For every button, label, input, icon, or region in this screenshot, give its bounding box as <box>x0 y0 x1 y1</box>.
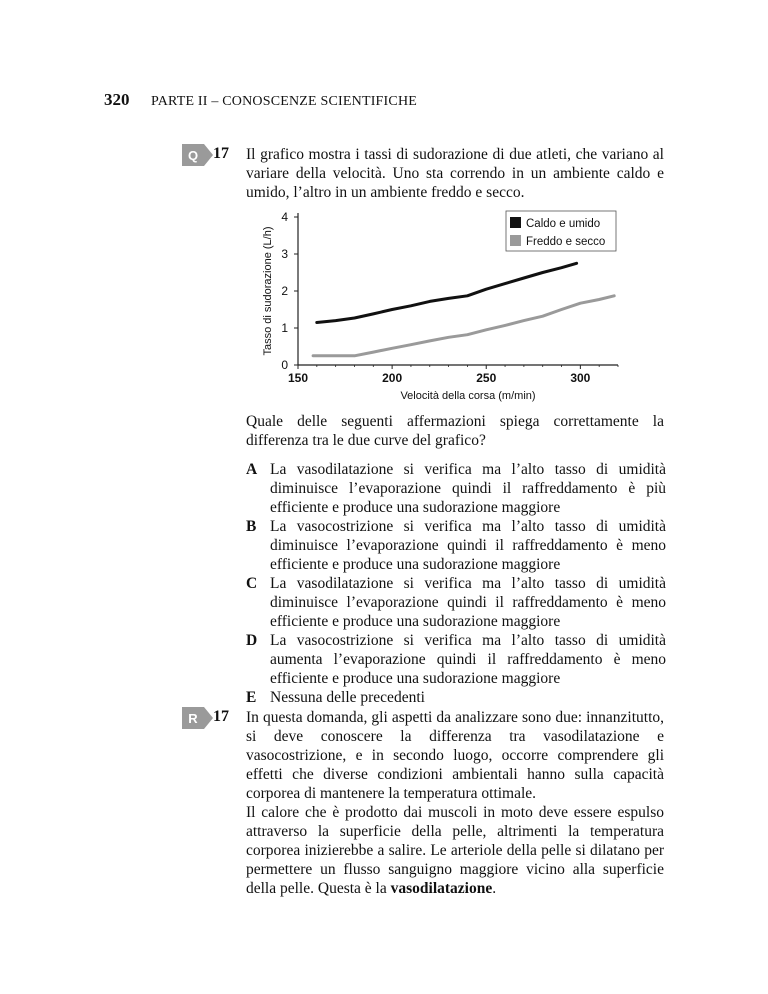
question-prompt: Quale delle seguenti affermazioni spiega correttamente la differenza tra le due curve del grafico? <box>246 413 664 449</box>
x-tick-label: 300 <box>570 371 591 385</box>
chart-plot <box>262 210 618 402</box>
y-tick-label: 1 <box>281 321 288 335</box>
question-number: 17 <box>213 145 229 162</box>
answer-number: 17 <box>213 708 229 725</box>
sweat-rate-chart <box>262 205 622 405</box>
answer-paragraph-2: Il calore che è prodotto dai muscoli in moto deve essere espulso attraverso la superficie della pelle, altrimenti la temperatura corporea inizierebbe a salire. Le arteriole della pelle si dilatano per permettere un flusso sanguigno maggiore vicino alla superficie della pelle. Questa è la vasodilatazione. <box>246 804 664 897</box>
option-e: E Nessuna delle precedenti <box>246 689 425 706</box>
answer-paragraph-1: In questa domanda, gli aspetti da analizzare sono due: innanzitutto, si deve conoscere la differenza tra vasodilatazione e vasocostrizione, e in secondo luogo, occorre comprendere gli effetti che diverse condizioni ambientali hanno sulla capacità corporea di mantenere la temperatura ottimale. <box>246 709 664 802</box>
x-tick-label: 150 <box>287 371 309 385</box>
x-tick-label: 250 <box>476 371 497 385</box>
y-axis-label: Tasso di sudorazione (L/h) <box>262 226 274 356</box>
legend-swatch-0 <box>510 217 521 228</box>
part-title: PARTE II – CONOSCENZE SCIENTIFICHE <box>151 94 418 109</box>
answer-options <box>246 460 666 707</box>
answer-text <box>246 708 664 898</box>
x-axis-label: Velocità della corsa (m/min) <box>400 390 536 402</box>
keyword-vasodilatazione: vasodilatazione <box>390 880 493 897</box>
legend-swatch-1 <box>510 235 521 246</box>
series-line-0 <box>317 263 577 322</box>
answer-badge: R <box>182 707 204 729</box>
badge-arrow-icon <box>204 707 213 729</box>
badge-arrow-icon <box>204 144 213 166</box>
option-d: D La vasocostrizione si verifica ma l’alto tasso di umidità aumenta l’evaporazione quindi il raffreddamento è meno efficiente e produce una sudorazione maggiore <box>246 632 666 687</box>
legend-label-1: Freddo e secco <box>526 236 606 248</box>
x-tick-label: 200 <box>382 371 403 385</box>
question-badge: Q <box>182 144 204 166</box>
page-header <box>104 90 417 110</box>
option-a: A La vasodilatazione si verifica ma l’alto tasso di umidità diminuisce l’evaporazione quindi il raffreddamento è più efficiente e produce una sudorazione maggiore <box>246 461 666 516</box>
y-tick-label: 0 <box>281 358 288 372</box>
legend-label-0: Caldo e umido <box>526 218 601 230</box>
series-line-1 <box>313 296 614 356</box>
y-tick-label: 3 <box>281 247 288 261</box>
option-c: C La vasodilatazione si verifica ma l’alto tasso di umidità diminuisce l’evaporazione quindi il raffreddamento è meno efficiente e produce una sudorazione maggiore <box>246 575 666 630</box>
page-number: 320 <box>104 90 130 109</box>
y-tick-label: 4 <box>281 210 288 224</box>
question-intro: Il grafico mostra i tassi di sudorazione di due atleti, che variano al variare della velocità. Uno sta correndo in un ambiente caldo e umido, l’altro in un ambiente freddo e secco. <box>246 146 664 201</box>
option-b: B La vasocostrizione si verifica ma l’alto tasso di umidità diminuisce l’evaporazione quindi il raffreddamento è meno efficiente e produce una sudorazione maggiore <box>246 518 666 573</box>
y-tick-label: 2 <box>281 284 288 298</box>
